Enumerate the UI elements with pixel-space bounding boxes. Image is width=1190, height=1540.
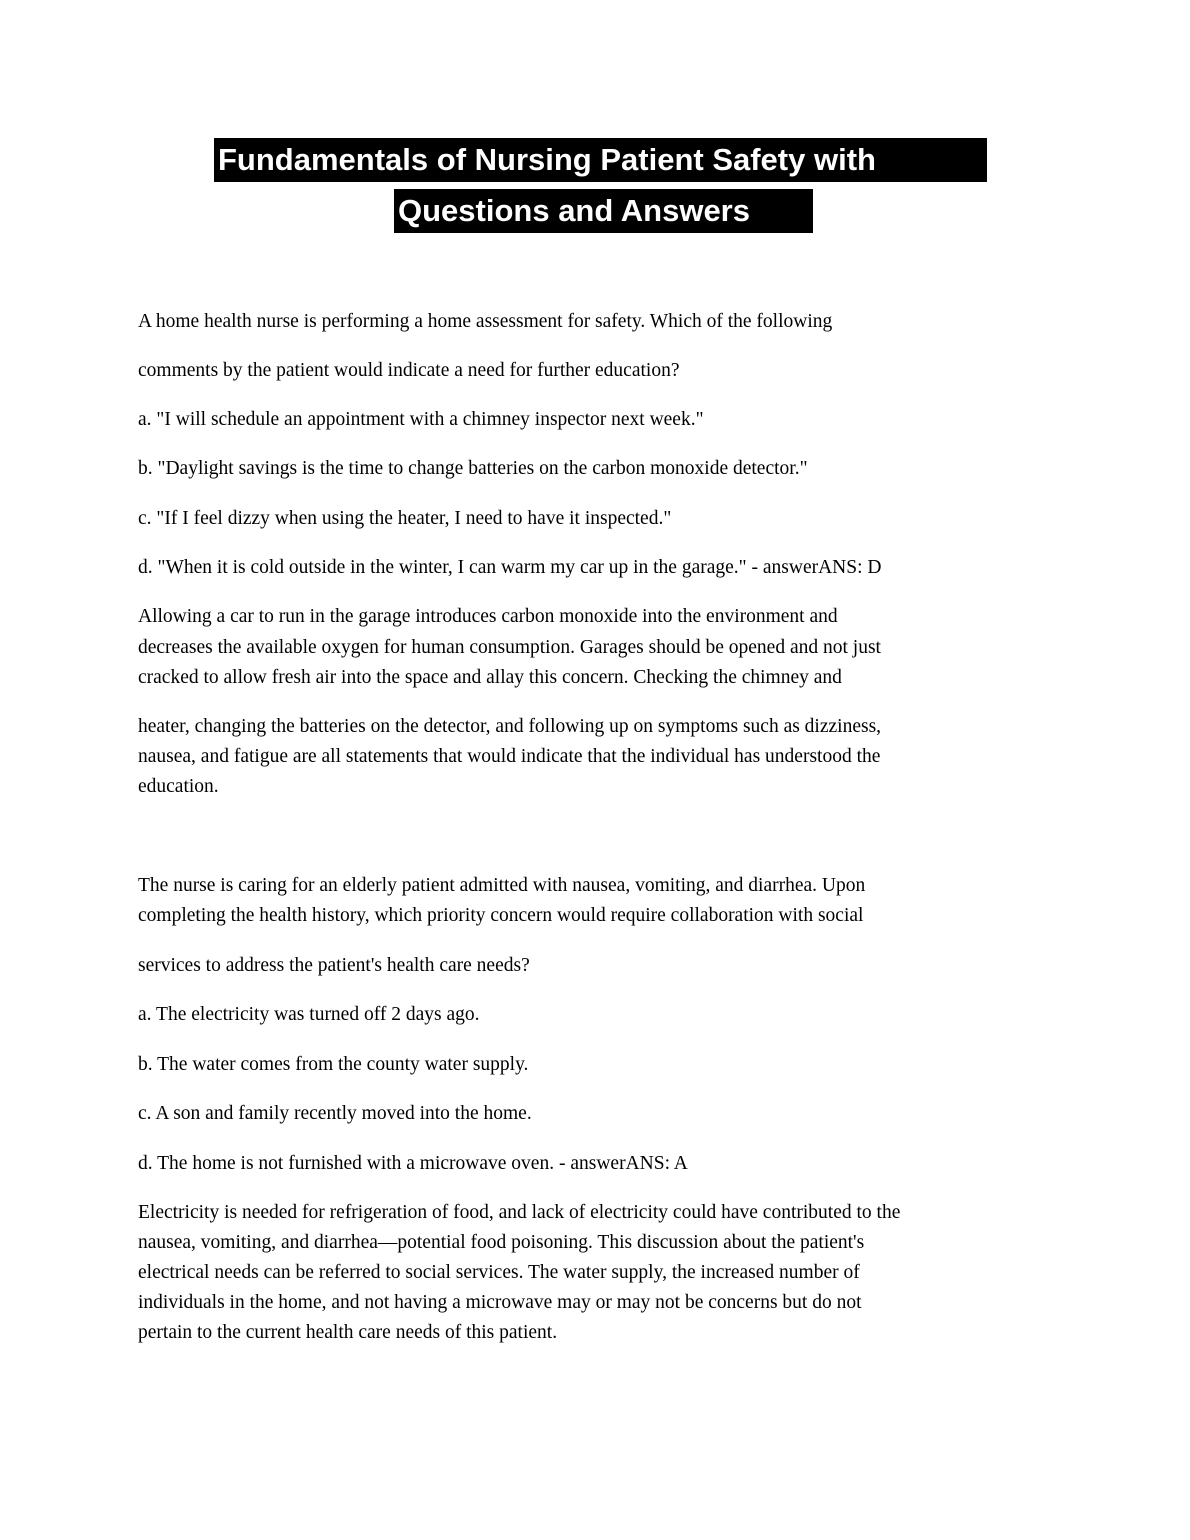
rationale-line: Allowing a car to run in the garage introduces carbon monoxide into the environment and xyxy=(138,606,838,627)
answer-option: d. "When it is cold outside in the winter, I can warm my car up in the garage." - answerANS: D xyxy=(138,557,882,578)
rationale-line: pertain to the current health care needs of this patient. xyxy=(138,1322,558,1343)
answer-option: c. "If I feel dizzy when using the heater, I need to have it inspected." xyxy=(138,508,672,529)
question-stem: completing the health history, which priority concern would require collaboration with social xyxy=(138,905,864,926)
rationale-line: Electricity is needed for refrigeration of food, and lack of electricity could have contributed to the xyxy=(138,1202,901,1223)
answer-option: b. "Daylight savings is the time to change batteries on the carbon monoxide detector." xyxy=(138,458,808,479)
answer-option: a. The electricity was turned off 2 days ago. xyxy=(138,1004,480,1025)
rationale-line: individuals in the home, and not having a microwave may or may not be concerns but do not xyxy=(138,1292,862,1313)
answer-option: b. The water comes from the county water supply. xyxy=(138,1054,529,1075)
question-stem: comments by the patient would indicate a need for further education? xyxy=(138,360,680,381)
rationale-line: heater, changing the batteries on the detector, and following up on symptoms such as dizziness, xyxy=(138,716,882,737)
question-stem: A home health nurse is performing a home assessment for safety. Which of the following xyxy=(138,311,833,332)
rationale-line: education. xyxy=(138,776,219,797)
document-title-line-2: Questions and Answers xyxy=(394,189,813,233)
answer-option: c. A son and family recently moved into the home. xyxy=(138,1103,532,1124)
rationale-line: electrical needs can be referred to social services. The water supply, the increased number of xyxy=(138,1262,860,1283)
rationale-line: cracked to allow fresh air into the space and allay this concern. Checking the chimney and xyxy=(138,667,842,688)
rationale-line: nausea, and fatigue are all statements that would indicate that the individual has understood the xyxy=(138,746,881,767)
rationale-line: nausea, vomiting, and diarrhea—potential food poisoning. This discussion about the patient's xyxy=(138,1232,865,1253)
question-stem: The nurse is caring for an elderly patient admitted with nausea, vomiting, and diarrhea. Upon xyxy=(138,875,866,896)
rationale-line: decreases the available oxygen for human consumption. Garages should be opened and not just xyxy=(138,637,881,658)
document-title-line-1: Fundamentals of Nursing Patient Safety with xyxy=(214,138,987,182)
answer-option: a. "I will schedule an appointment with a chimney inspector next week." xyxy=(138,409,704,430)
question-stem: services to address the patient's health care needs? xyxy=(138,955,530,976)
answer-option: d. The home is not furnished with a microwave oven. - answerANS: A xyxy=(138,1153,688,1174)
